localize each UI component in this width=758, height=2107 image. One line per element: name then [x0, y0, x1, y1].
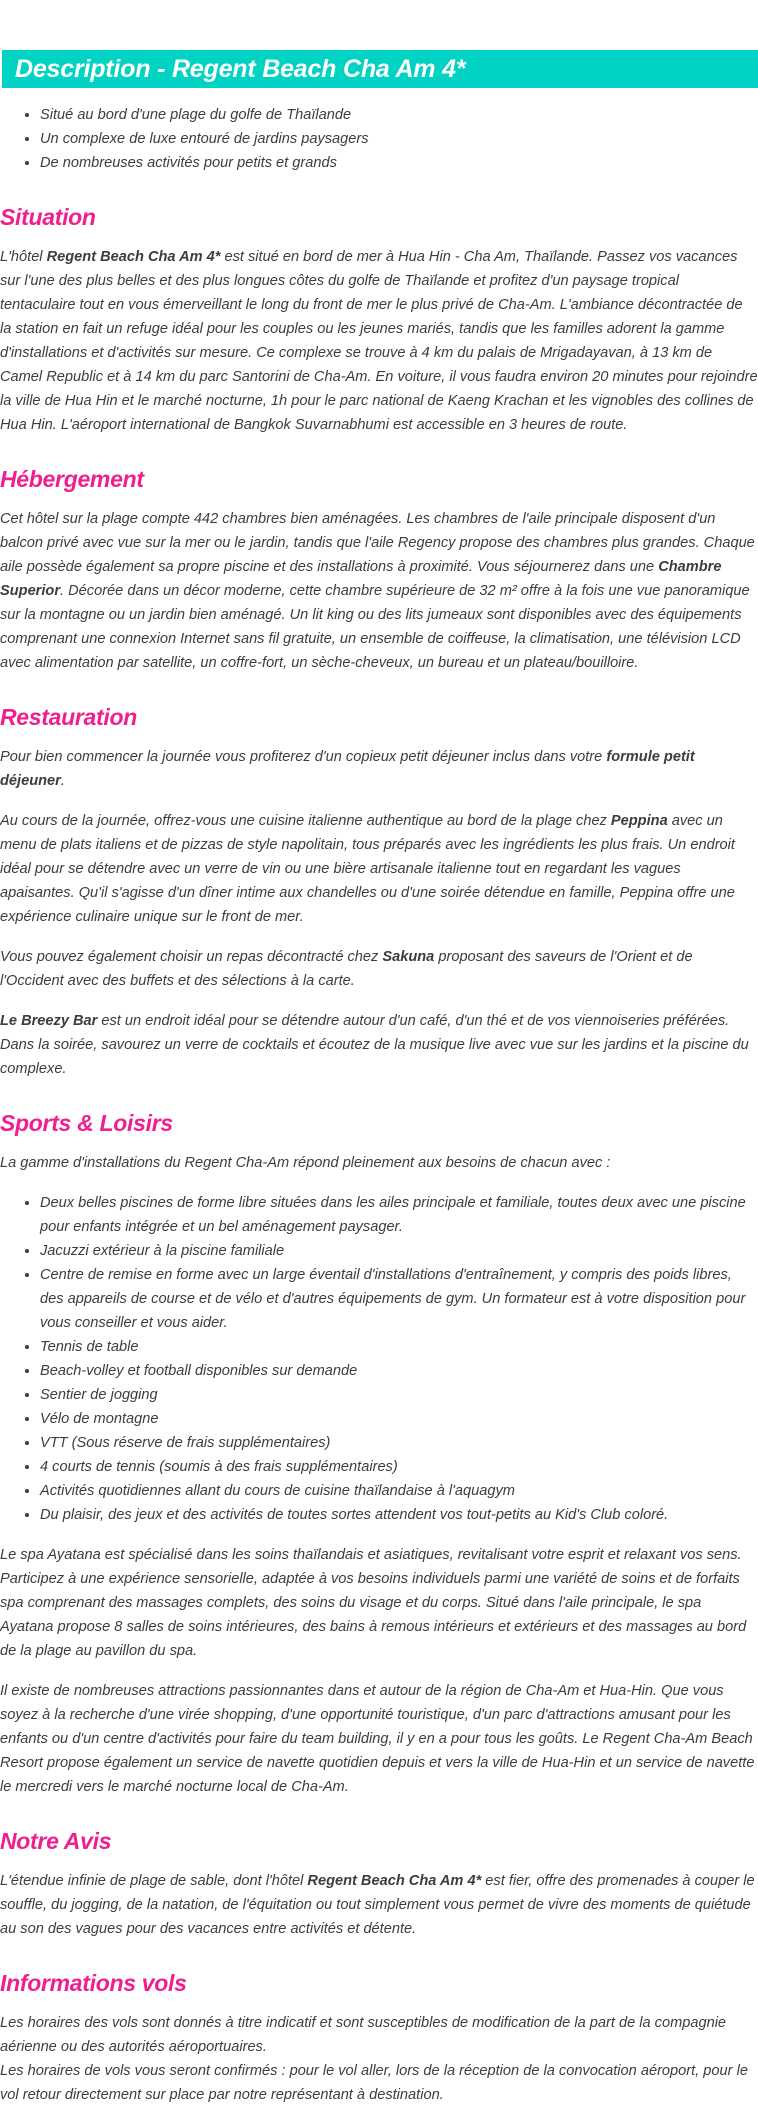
intro-list — [0, 103, 758, 175]
restauration-paragraph-breakfast — [0, 745, 758, 793]
list-item: • Activités quotidiennes allant du cours de cuisine thaïlandaise à l'aquagym — [40, 1479, 758, 1503]
text-run: Pour bien commencer la journée vous profiterez d'un copieux petit déjeuner inclus dans votre — [0, 749, 607, 765]
situation-heading: Situation — [0, 204, 96, 230]
text-run: avec un menu de plats italiens et de pizzas de style napolitain, tous préparés avec les ingrédients les plus frais. Un endroit idéal pour se détendre avec un verre de vin ou une bière artisanale italienne tout en regardant les vagues apaisantes. Qu'il s'agisse d'un dîner intime aux chandelles ou d'une soirée détendue en famille, Peppina offre une expérience culinaire unique sur le front de mer. — [0, 813, 735, 925]
restaurant-name: Peppina — [610, 813, 668, 829]
banner-title: Description - Regent Beach Cha Am 4* — [15, 55, 466, 83]
restauration-paragraph-bar — [0, 1009, 758, 1081]
sports-heading: Sports & Loisirs — [0, 1110, 173, 1136]
vols-line-1: Les horaires des vols sont donnés à titre indicatif et sont susceptibles de modification de la part de la compagnie aérienne ou des autorités aéroportuaires. — [0, 2015, 727, 2055]
list-item: • Sentier de jogging — [40, 1383, 758, 1407]
text-run: Vous pouvez également choisir un repas décontracté chez — [0, 949, 383, 965]
text-run: Cet hôtel sur la plage compte 442 chambres bien aménagées. Les chambres de l'aile principale disposent d'un balcon privé avec vue sur la mer ou le jardin, tandis que l'aile Regency propose des chambres plus grandes. Chaque aile possède également sa propre piscine et des installations à proximité. Vous séjournerez dans une — [0, 511, 755, 575]
avis-heading: Notre Avis — [0, 1828, 112, 1854]
list-item: • Beach-volley et football disponibles sur demande — [40, 1359, 758, 1383]
description-banner — [2, 50, 758, 88]
list-item: • Un complexe de luxe entouré de jardins paysagers — [40, 127, 758, 151]
text-run: . Décorée dans un décor moderne, cette chambre supérieure de 32 m² offre à la fois une vue panoramique sur la montagne ou un jardin bien aménagé. Un lit king ou des lits jumeaux sont disponibles avec des équipements comprenant une connexion Internet sans fil gratuite, un ensemble de coiffeuse, la climatisation, une télévision LCD avec alimentation par satellite, un coffre-fort, un sèche-cheveux, un bureau et un plateau/bouilloire. — [0, 583, 750, 671]
room-type: Chambre Superior — [0, 559, 722, 599]
restauration-heading: Restauration — [0, 704, 137, 730]
list-item: • Tennis de table — [40, 1335, 758, 1359]
restaurant-name: Sakuna — [382, 949, 435, 965]
text-run: L'étendue infinie de plage de sable, dont l'hôtel — [0, 1873, 308, 1889]
list-item: • 4 courts de tennis (soumis à des frais supplémentaires) — [40, 1455, 758, 1479]
list-item: • Centre de remise en forme avec un large éventail d'installations d'entraînement, y compris des poids libres, des appareils de course et de vélo et d'autres équipements de gym. Un formateur est à votre disposition pour vous conseiller et vous aider. — [40, 1263, 758, 1335]
vols-line-2: Les horaires de vols vous seront confirmés : pour le vol aller, lors de la réception de la convocation aéroport, pour le vol retour directement sur place par notre représentant à destination. — [0, 2063, 748, 2103]
attractions-paragraph: Il existe de nombreuses attractions passionnantes dans et autour de la région de Cha-Am et Hua-Hin. Que vous soyez à la recherche d'une virée shopping, d'une opportunité touristique, d'un parc d'attractions amusant pour les enfants ou d'un centre d'activités pour faire du team building, il y en a pour tous les goûts. Le Regent Cha-Am Beach Resort propose également un service de navette quotidien depuis et vers la ville de Hua-Hin et un service de navette le mercredi vers le marché nocturne local de Cha-Am. — [0, 1683, 755, 1795]
text-run: . — [60, 773, 65, 789]
hotel-name: Regent Beach Cha Am 4* — [46, 249, 221, 265]
vols-heading-wrap — [0, 1941, 758, 2011]
restauration-paragraph-sakuna — [0, 945, 758, 993]
sports-heading-wrap — [0, 1081, 758, 1151]
situation-paragraph — [0, 245, 758, 437]
list-item: • VTT (Sous réserve de frais supplémentaires) — [40, 1431, 758, 1455]
list-item: • Jacuzzi extérieur à la piscine familiale — [40, 1239, 758, 1263]
text-run: est situé en bord de mer à Hua Hin - Cha Am, Thaïlande. Passez vos vacances sur l'une des plus belles et des plus longues côtes du golfe de Thaïlande et profitez d'un paysage tropical tentaculaire tout en vous émerveillant le long du front de mer le plus privé de Cha-Am. L'ambiance décontractée de la station en fait un refuge idéal pour les couples ou les jeunes mariés, tandis que les familles adorent la gamme d'installations et d'activités sur mesure. Ce complexe se trouve à 4 km du palais de Mrigadayavan, à 13 km de Camel Republic et à 14 km du parc Santorini de Cha-Am. En voiture, il vous faudra environ 20 minutes pour rejoindre la ville de Hua Hin et le marché nocturne, 1h pour le parc national de Kaeng Krachan et les vignobles des collines de Hua Hin. L'aéroport international de Bangkok Suvarnabhumi est accessible en 3 heures de route. — [0, 249, 758, 433]
hebergement-heading-wrap — [0, 437, 758, 507]
avis-heading-wrap — [0, 1799, 758, 1869]
situation-heading-wrap — [0, 175, 758, 245]
text-run: Au cours de la journée, offrez-vous une cuisine italienne authentique au bord de la plage chez — [0, 813, 611, 829]
hotel-name: Regent Beach Cha Am 4* — [307, 1873, 482, 1889]
text-run: est fier, offre des promenades à couper le souffle, du jogging, de la natation, de l'équitation ou tout simplement vous permet de vivre des moments de quiétude au son des vagues pour des vacances entre activités et détente. — [0, 1873, 755, 1937]
bar-name: Le Breezy Bar — [0, 1013, 98, 1029]
list-item: • Situé au bord d'une plage du golfe de Thaïlande — [40, 103, 758, 127]
list-item: • Deux belles piscines de forme libre situées dans les ailes principale et familiale, toutes deux avec une piscine pour enfants intégrée et un bel aménagement paysager. — [40, 1191, 758, 1239]
hebergement-paragraph — [0, 507, 758, 675]
text-run: proposant des saveurs de l'Orient et de l'Occident avec des buffets et des sélections à la carte. — [0, 949, 693, 989]
restauration-paragraph-peppina — [0, 809, 758, 929]
restauration-heading-wrap — [0, 675, 758, 745]
list-item: • Du plaisir, des jeux et des activités de toutes sortes attendent vos tout-petits au Kid's Club coloré. — [40, 1503, 758, 1527]
meal-plan: formule petit déjeuner — [0, 749, 695, 789]
spa-paragraph: Le spa Ayatana est spécialisé dans les soins thaïlandais et asiatiques, revitalisant votre esprit et relaxant vos sens. Participez à une expérience sensorielle, adaptée à vos besoins individuels parmi une variété de soins et de forfaits spa comprenant des massages complets, des soins du visage et du corps. Situé dans l'aile principale, le spa Ayatana propose 8 salles de soins intérieures, des bains à remous intérieurs et extérieurs et des massages au bord de la plage au pavillon du spa. — [0, 1547, 747, 1659]
avis-paragraph — [0, 1869, 758, 1941]
sports-list — [0, 1191, 758, 1527]
hebergement-heading: Hébergement — [0, 466, 144, 492]
list-item: • Vélo de montagne — [40, 1407, 758, 1431]
list-item: • De nombreuses activités pour petits et grands — [40, 151, 758, 175]
vols-heading: Informations vols — [0, 1970, 187, 1996]
text-run: est un endroit idéal pour se détendre autour d'un café, d'un thé et de vos viennoiseries préférées. Dans la soirée, savourez un verre de cocktails et écoutez de la musique live avec vue sur les jardins et la piscine du complexe. — [0, 1013, 749, 1077]
sports-intro: La gamme d'installations du Regent Cha-Am répond pleinement aux besoins de chacun avec : — [0, 1155, 611, 1171]
text-run: L'hôtel — [0, 249, 47, 265]
